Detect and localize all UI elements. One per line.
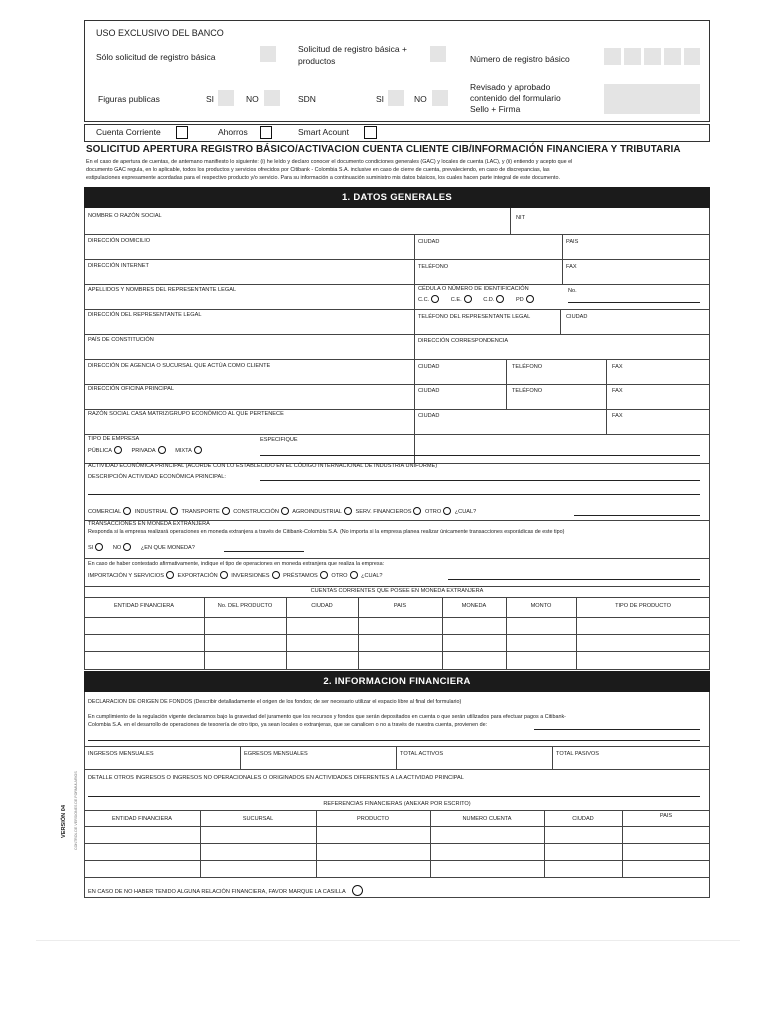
ref-header-producto: PRODUCTO <box>357 816 389 822</box>
ref-header-sucursal: SUCURSAL <box>242 816 274 822</box>
provienen-line <box>534 729 700 730</box>
matriz-fax-label: FAX <box>612 413 623 419</box>
cual2-line <box>448 579 700 580</box>
cc-label: C.C. <box>418 297 430 303</box>
importacion-radio[interactable] <box>166 571 174 579</box>
section-1-title: 1. DATOS GENERALES <box>341 192 453 203</box>
registro-digit-5[interactable] <box>684 48 700 65</box>
fax-label: FAX <box>566 264 577 270</box>
smart-acount-label: Smart Acount <box>298 127 350 137</box>
egresos-label: EGRESOS MENSUALES <box>244 751 308 757</box>
no-relacion-label: EN CASO DE NO HABER TENIDO ALGUNA RELACIÓN FINANCIERA, FAVOR MARQUE LA CASILLA <box>88 889 346 895</box>
registro-digit-2[interactable] <box>624 48 641 65</box>
detalle-line <box>88 796 700 797</box>
cumplimiento-line-2: Colombia S.A. en el desarrollo de operaciones de tesorería de otro tipo, ya sean locales o extranjeras, que se canalicen o no a través de nuestra cuenta, provienen de: <box>88 722 488 728</box>
table-line <box>84 634 710 635</box>
row-line <box>84 434 710 435</box>
row-line <box>84 384 710 385</box>
inversiones-radio[interactable] <box>272 571 280 579</box>
construccion-label: CONSTRUCCIÓN <box>233 509 279 515</box>
tipo-empresa-label: TIPO DE EMPRESA <box>88 436 140 442</box>
cuentas-header-tipo: TIPO DE PRODUCTO <box>615 603 671 609</box>
intro-line-2: documento GAC regula, en lo aplicable, todos los productos y servicios ofrecidos por Citibank - Colombia S.A. inclusive en caso de cierre de cuenta, prevaleciendo, en caso de discrepancias, las <box>86 167 550 173</box>
version-small-label <box>64 770 78 850</box>
telefono-label: TELÉFONO <box>418 264 449 270</box>
cuentas-header-entidad: ENTIDAD FINANCIERA <box>114 603 174 609</box>
pd-label: PD <box>515 297 524 303</box>
moneda-line <box>224 551 304 552</box>
pd-radio[interactable] <box>526 295 534 303</box>
figuras-si-checkbox[interactable] <box>218 90 234 106</box>
cuentas-header-monto: MONTO <box>530 603 552 609</box>
direccion-agencia-label: DIRECCIÓN DE AGENCIA O SUCURSAL QUE ACTÚA COMO CLIENTE <box>88 363 271 369</box>
otro-label: OTRO <box>425 509 442 515</box>
revisado-line-2: contenido del formulario <box>470 93 561 103</box>
table-line <box>84 651 710 652</box>
figuras-no-checkbox[interactable] <box>264 90 280 106</box>
privada-label: PRIVADA <box>131 448 156 454</box>
version-main: VERSIÓN 04 <box>61 805 67 838</box>
version-side-label <box>52 778 67 838</box>
cumplimiento-line-1: En cumplimiento de la regulación vigente declaramos bajo la gravedad del juramento que los recursos y fondos que serán depositados en cuenta o que serán utilizados para efectuar pagos a Citibank- <box>88 714 566 720</box>
cuenta-corriente-checkbox[interactable] <box>176 126 188 139</box>
matriz-ciudad-label: CIUDAD <box>418 413 440 419</box>
prestamos-radio[interactable] <box>320 571 328 579</box>
transporte-radio[interactable] <box>222 507 230 515</box>
basica-productos-label-1: Solicitud de registro básica + <box>298 44 407 54</box>
col-line <box>560 309 561 334</box>
agencia-telefono-label: TELÉFONO <box>512 364 543 370</box>
solo-basica-checkbox[interactable] <box>260 46 276 62</box>
ciudad-rep-label: CIUDAD <box>566 314 588 320</box>
no-label: No. <box>568 288 577 294</box>
otro2-label: OTRO <box>331 573 348 579</box>
cuentas-header-ciudad: CIUDAD <box>311 603 333 609</box>
ref-header-pais: PAIS <box>659 813 673 819</box>
moneda-no-radio[interactable] <box>123 543 131 551</box>
agroindustrial-radio[interactable] <box>344 507 352 515</box>
en-que-moneda-label: ¿EN QUE MONEDA? <box>140 545 195 551</box>
direccion-internet-label: DIRECCIÓN INTERNET <box>88 263 149 269</box>
registro-digit-1[interactable] <box>604 48 621 65</box>
tipo-empresa-options <box>88 446 204 455</box>
row-line <box>84 359 710 360</box>
oficina-ciudad-label: CIUDAD <box>418 388 440 394</box>
figuras-no-label: NO <box>246 94 259 104</box>
row-line <box>84 309 710 310</box>
cd-label: C.D. <box>483 297 495 303</box>
agroindustrial-label: AGROINDUSTRIAL <box>292 509 342 515</box>
col-line <box>240 746 241 769</box>
agencia-fax-label: FAX <box>612 364 623 370</box>
detalle-otros-label: DETALLE OTROS INGRESOS O INGRESOS NO OPERACIONALES O ORIGINADOS EN ACTIVIDADES DIFERENTES A LA ACTIVIDAD PRINCIPAL <box>88 775 464 781</box>
ref-header-ciudad: CIUDAD <box>572 816 594 822</box>
row-line <box>84 746 710 747</box>
figuras-publicas-label: Figuras publicas <box>98 94 160 104</box>
ref-header-numero-cuenta: NUMERO CUENTA <box>462 816 512 822</box>
sdn-si-label: SI <box>376 94 385 104</box>
cuentas-title: CUENTAS CORRIENTES QUE POSEE EN MONEDA EXTRANJERA <box>310 588 484 594</box>
col-line <box>562 234 563 284</box>
table-line <box>84 597 710 598</box>
exportacion-label: EXPORTACIÓN <box>177 573 218 579</box>
section-1-header <box>84 187 710 208</box>
sdn-no-checkbox[interactable] <box>432 90 448 106</box>
construccion-radio[interactable] <box>281 507 289 515</box>
smart-acount-checkbox[interactable] <box>364 126 377 139</box>
referencias-title: REFERENCIAS FINANCIERAS (ANEXAR POR ESCRITO) <box>323 801 471 807</box>
cuentas-header-pais: PAIS <box>393 603 407 609</box>
col-line <box>552 746 553 769</box>
table-line <box>84 860 710 861</box>
publica-radio[interactable] <box>114 446 122 454</box>
col-line <box>414 234 415 334</box>
total-activos-label: TOTAL ACTIVOS <box>400 751 444 757</box>
section-2-header <box>84 671 710 692</box>
publica-label: PÚBLICA <box>88 448 112 454</box>
descripcion-actividad-label: DESCRIPCIÓN ACTIVIDAD ECONÓMICA PRINCIPAL: <box>88 474 226 480</box>
form-title: SOLICITUD APERTURA REGISTRO BÁSICO/ACTIVACION CUENTA CLIENTE CIB/INFORMACIÓN FINANCIERA Y TRIBUTARIA <box>86 144 681 155</box>
section-1-body <box>84 208 710 669</box>
intro-line-1: En el caso de apertura de cuentas, de antemano manifiesto lo siguiente: (i) he leído y declaro conocer el documento condiciones generales (GAC) y locales de cuenta (LAC), y (ii) entiendo y acepto que el <box>86 159 573 165</box>
ref-header-entidad: ENTIDAD FINANCIERA <box>112 816 172 822</box>
table-line <box>84 669 710 670</box>
apellidos-rep-label: APELLIDOS Y NOMBRES DEL REPRESENTANTE LEGAL <box>88 287 237 293</box>
revisado-line-3: Sello + Firma <box>470 104 521 114</box>
otro2-radio[interactable] <box>350 571 358 579</box>
responda-text: Responda si la empresa realizará operaciones en moneda extranjera a través de Citibank-Colombia S.A. (No importa si la empresa planea realizar únicamente transacciones esporádicas de este tipo) <box>88 529 565 535</box>
descripcion-line-2 <box>88 494 700 495</box>
comercial-radio[interactable] <box>123 507 131 515</box>
ce-label: C.E. <box>450 297 462 303</box>
importacion-label: IMPORTACIÓN Y SERVICIOS <box>88 573 164 579</box>
bank-use-title: USO EXCLUSIVO DEL BANCO <box>96 28 224 38</box>
row-line <box>84 558 710 559</box>
moneda-options <box>88 543 195 552</box>
operaciones-options <box>88 571 383 580</box>
en-caso-text: En caso de haber contestado afirmativamente, indique el tipo de operaciones en moneda extranjera que realiza la empresa: <box>88 561 385 567</box>
otro-radio[interactable] <box>443 507 451 515</box>
pais-label: PAIS <box>566 239 579 245</box>
moneda-si-label: SI <box>88 545 94 551</box>
industrial-radio[interactable] <box>170 507 178 515</box>
sdn-si-checkbox[interactable] <box>388 90 404 106</box>
sdn-label: SDN <box>298 94 316 104</box>
table-line <box>84 810 710 811</box>
table-line <box>84 826 710 827</box>
id-type-options <box>418 295 536 304</box>
solo-basica-label: Sólo solicitud de registro básica <box>96 52 216 62</box>
page-bottom-rule <box>36 940 740 941</box>
intro-line-3: estipulaciones expresamente acordadas para el respectivo producto y/o servicio. Para su información a continuación suministro mis datos básicos, los cuales hacen parte integral de este documento. <box>86 175 561 181</box>
direccion-rep-label: DIRECCIÓN DEL REPRESENTANTE LEGAL <box>88 312 202 318</box>
row-line <box>84 769 710 770</box>
ciudad-label: CIUDAD <box>418 239 440 245</box>
row-line <box>84 259 710 260</box>
row-line <box>84 586 710 587</box>
prestamos-label: PRÉSTAMOS <box>283 573 318 579</box>
transacciones-label: TRANSACCIONES EN MONEDA EXTRANJERA <box>88 521 210 527</box>
col-line <box>414 334 415 463</box>
direccion-oficina-label: DIRECCIÓN OFICINA PRINCIPAL <box>88 386 174 392</box>
row-line <box>84 234 710 235</box>
pais-constitucion-label: PAÍS DE CONSTITUCIÓN <box>88 337 154 343</box>
revisado-line-1: Revisado y aprobado <box>470 82 551 92</box>
id-number-line <box>568 302 700 303</box>
oficina-telefono-label: TELÉFONO <box>512 388 543 394</box>
razon-matriz-label: RAZÓN SOCIAL CASA MATRIZ/GRUPO ECONÓMICO AL QUE PERTENECE <box>88 411 284 417</box>
cc-radio[interactable] <box>431 295 439 303</box>
industrial-label: INDUSTRIAL <box>134 509 169 515</box>
table-col <box>622 810 623 877</box>
sector-options <box>88 507 476 516</box>
table-line <box>84 617 710 618</box>
col-line <box>510 208 511 234</box>
ahorros-label: Ahorros <box>218 127 248 137</box>
descripcion-line-1 <box>260 480 700 481</box>
row-line <box>84 284 710 285</box>
numero-registro-label: Número de registro básico <box>470 54 570 64</box>
origen-line <box>88 740 700 741</box>
version-small: CONTROL DE VERSIONES DE FORMULARIOS <box>74 771 78 850</box>
especifique-label: ESPECIFIQUE <box>260 437 298 443</box>
ce-radio[interactable] <box>464 295 472 303</box>
privada-radio[interactable] <box>158 446 166 454</box>
mixta-radio[interactable] <box>194 446 202 454</box>
col-line <box>506 359 507 409</box>
ingresos-label: INGRESOS MENSUALES <box>88 751 154 757</box>
nombre-label: NOMBRE O RAZÓN SOCIAL <box>88 213 162 219</box>
serv-financieros-radio[interactable] <box>413 507 421 515</box>
row-line <box>84 409 710 410</box>
actividad-label: ACTIVIDAD ECONÓMICA PRINCIPAL (ACORDE CON LO ESTABLECIDO EN EL CÓDIGO INTERNACIONAL DE INDUSTRIA UNIFORME) <box>88 463 438 469</box>
comercial-label: COMERCIAL <box>88 509 122 515</box>
oficina-fax-label: FAX <box>612 388 623 394</box>
row-line <box>84 334 710 335</box>
telefono-rep-label: TELÉFONO DEL REPRESENTANTE LEGAL <box>418 314 531 320</box>
especifique-line <box>260 455 700 456</box>
table-line <box>84 843 710 844</box>
cual2-label: ¿CUAL? <box>361 573 383 579</box>
total-pasivos-label: TOTAL PASIVOS <box>556 751 600 757</box>
transporte-label: TRANSPORTE <box>181 509 220 515</box>
no-relacion-radio[interactable] <box>352 885 363 896</box>
basica-productos-label-2: productos <box>298 56 336 66</box>
cual-line <box>574 515 700 516</box>
registro-digit-4[interactable] <box>664 48 681 65</box>
exportacion-radio[interactable] <box>220 571 228 579</box>
col-line <box>396 746 397 769</box>
figuras-si-label: SI <box>206 94 215 104</box>
sello-firma-box[interactable] <box>604 84 700 114</box>
cedula-label: CÉDULA O NÚMERO DE IDENTIFICACIÓN <box>418 286 529 292</box>
moneda-si-radio[interactable] <box>95 543 103 551</box>
application-form <box>84 20 710 900</box>
cuenta-corriente-label: Cuenta Corriente <box>96 127 161 137</box>
serv-financieros-label: SERV. FINANCIEROS <box>355 509 412 515</box>
cual-label: ¿CUAL? <box>454 509 477 515</box>
nit-label: NIT <box>516 215 526 221</box>
moneda-no-label: NO <box>112 545 122 551</box>
declaracion-text: DECLARACIÓN DE ORIGEN DE FONDOS (Describir detalladamente el origen de los fondos; de ser necesario utilizar el espacio libre al final del formulario) <box>88 699 462 705</box>
registro-digit-3[interactable] <box>644 48 661 65</box>
cuentas-header-moneda: MONEDA <box>461 603 487 609</box>
cd-radio[interactable] <box>496 295 504 303</box>
basica-productos-checkbox[interactable] <box>430 46 446 62</box>
mixta-label: MIXTA <box>175 448 192 454</box>
ahorros-checkbox[interactable] <box>260 126 272 139</box>
col-line <box>606 359 607 434</box>
table-line <box>84 877 710 878</box>
section-2-title: 2. INFORMACION FINANCIERA <box>323 676 471 687</box>
direccion-domicilio-label: DIRECCIÓN DOMICILIO <box>88 238 151 244</box>
cuentas-header-producto: No. DEL PRODUCTO <box>217 603 273 609</box>
no-relacion-row <box>88 885 365 896</box>
agencia-ciudad-label: CIUDAD <box>418 364 440 370</box>
sdn-no-label: NO <box>414 94 427 104</box>
direccion-correspondencia-label: DIRECCIÓN CORRESPONDENCIA <box>418 338 509 344</box>
inversiones-label: INVERSIONES <box>231 573 270 579</box>
